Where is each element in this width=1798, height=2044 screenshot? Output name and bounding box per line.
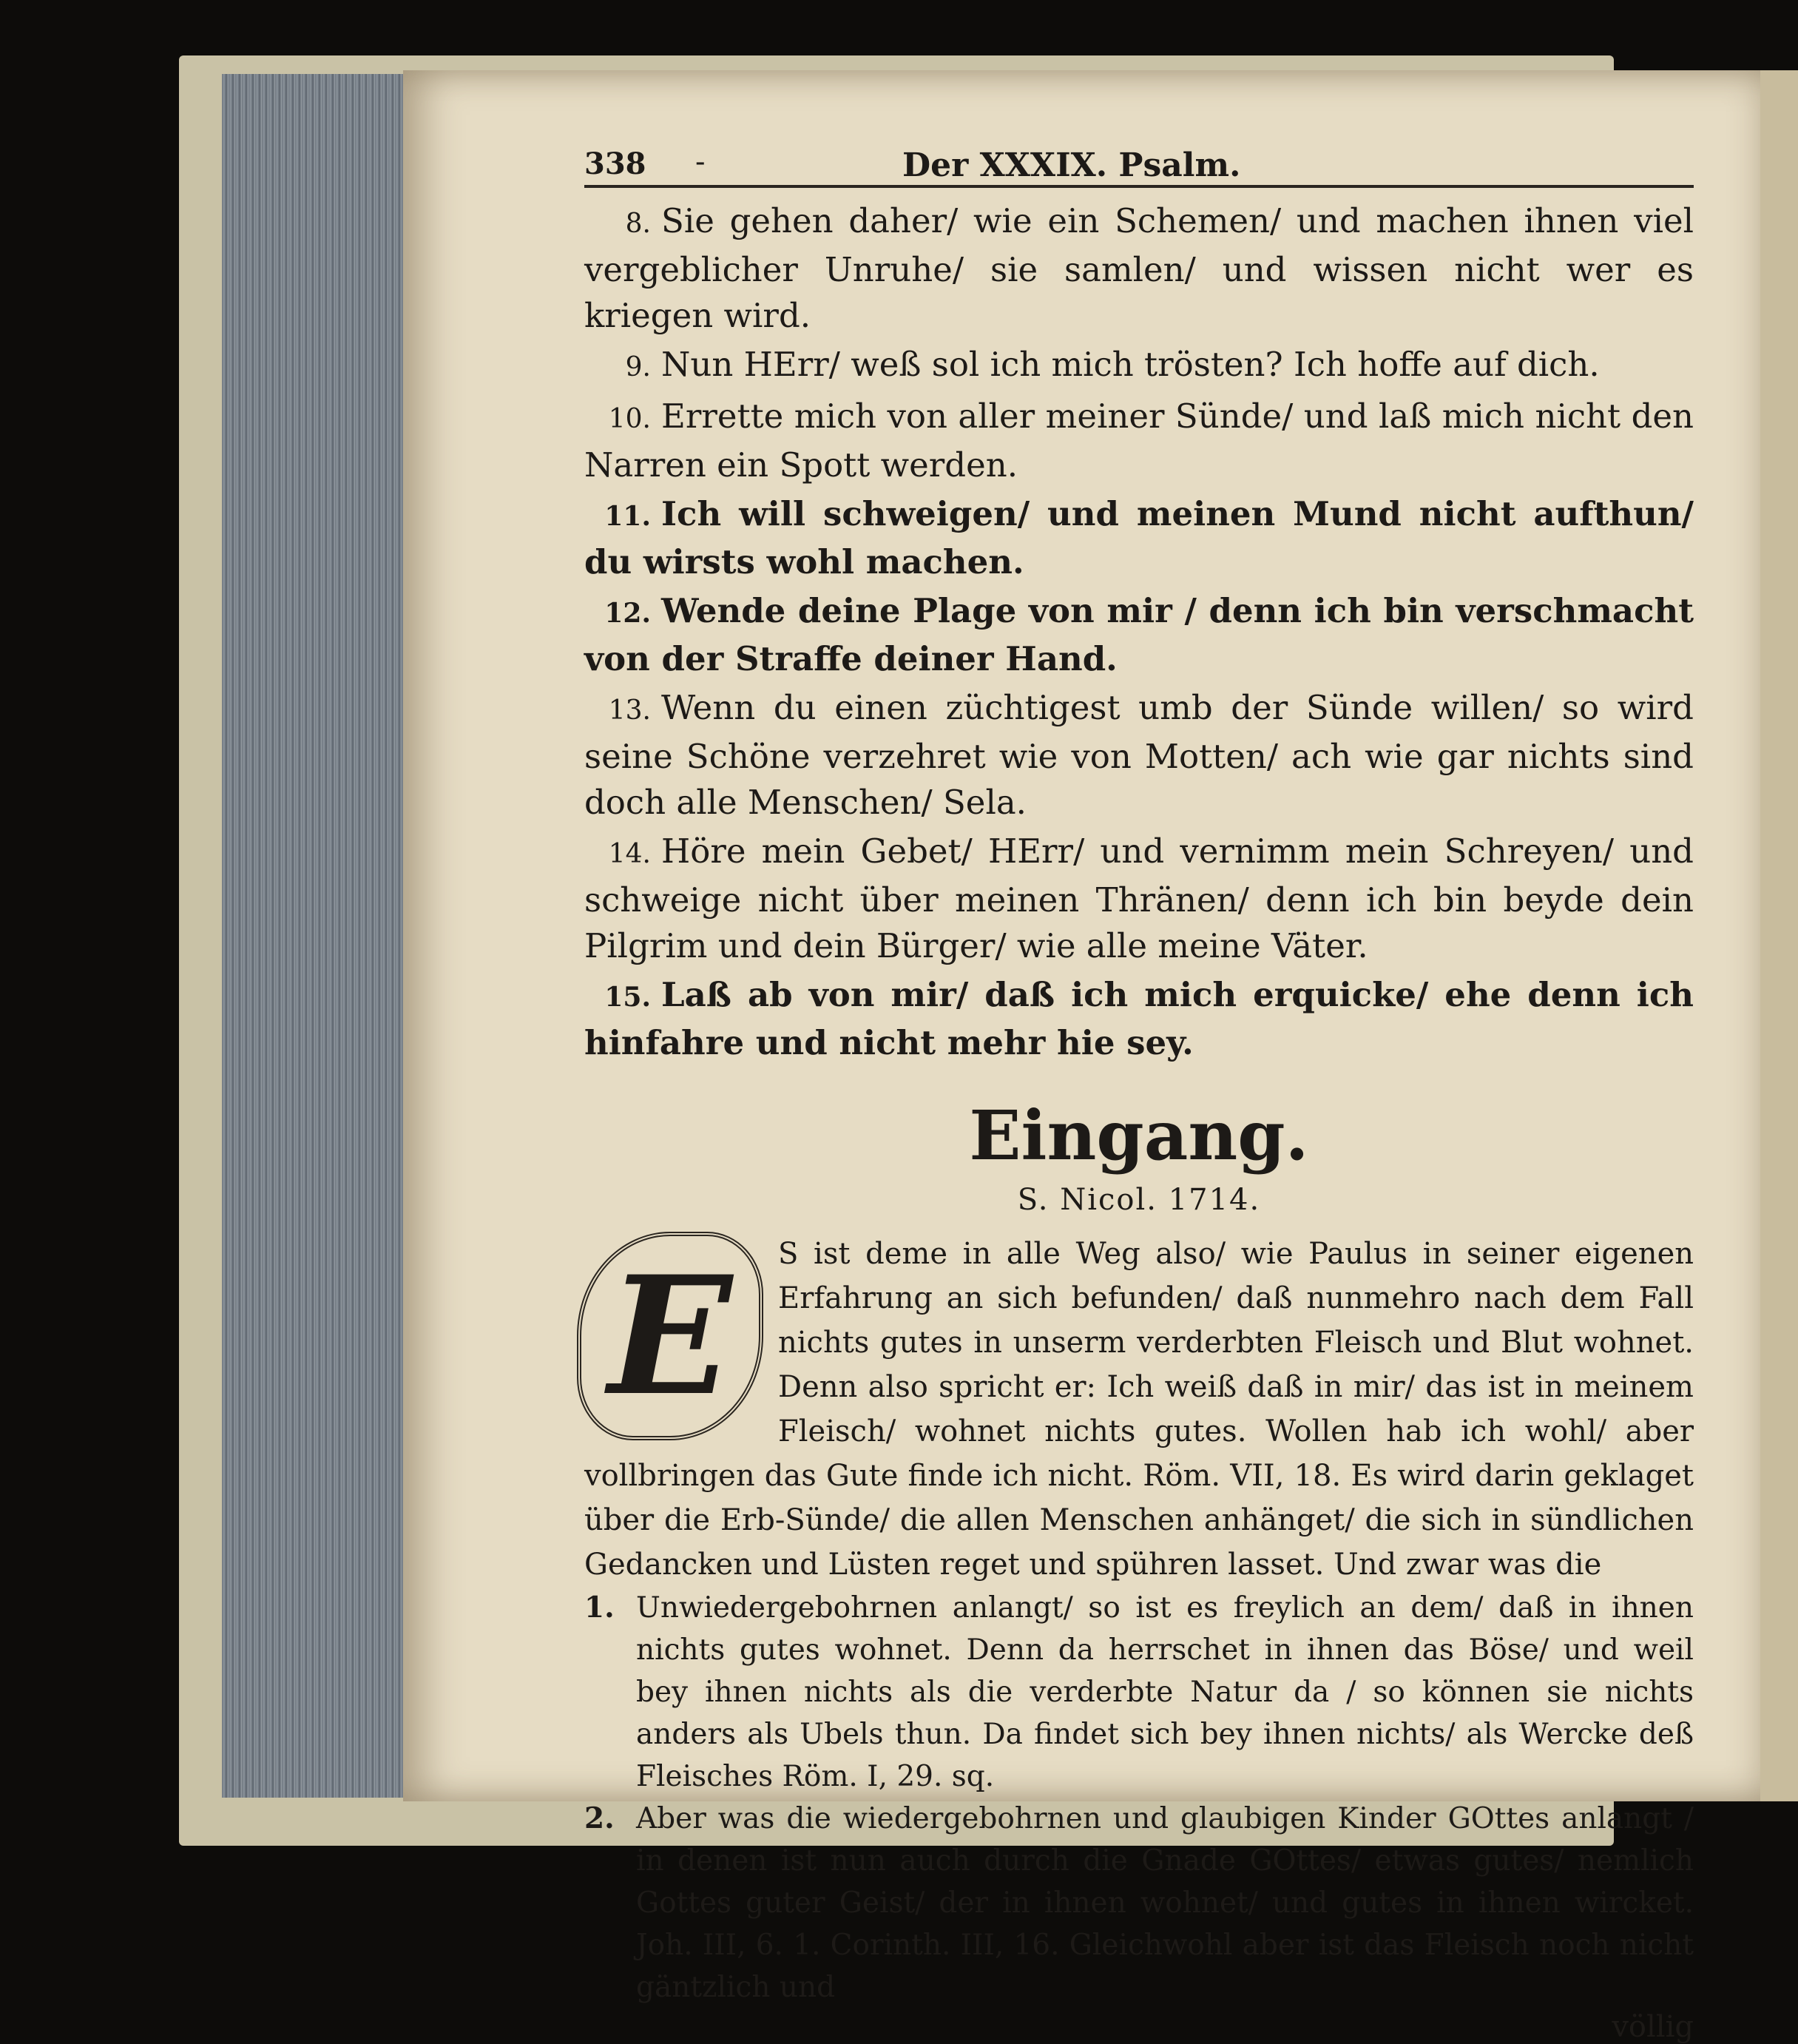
head-title: Der XXXIX. Psalm.: [902, 146, 1241, 184]
verse-15: 15. Laß ab von mir/ daß ich mich erquicke/ ehe denn ich hinfahre und nicht mehr hie sey.: [584, 975, 1694, 1062]
facing-page-edge: [1760, 70, 1798, 1801]
verse-9: 9. Nun HErr/ weß sol ich mich trösten? Ich hoffe auf dich.: [625, 345, 1600, 384]
verse-13: 13. Wenn du einen züchtigest umb der Sünde willen/ so wird seine Schöne verzehret wie von Motten/ ach wie gar nichts sind doch alle Menschen/ Sela.: [584, 688, 1694, 822]
catchword: völlig: [1612, 2010, 1694, 2044]
verse-8: 8. Sie gehen daher/ wie ein Schemen/ und machen ihnen viel vergeblicher Unruhe/ sie samlen/ und wissen nicht wer es kriegen wird.: [584, 201, 1694, 335]
date-line: S. Nicol. 1714.: [1017, 1183, 1261, 1217]
page-text: [584, 141, 1694, 2044]
verse-10: 10. Errette mich von aller meiner Sünde/ und laß mich nicht den Narren ein Spott werden.: [584, 397, 1694, 485]
verse-12: 12. Wende deine Plage von mir / denn ich bin verschmacht von der Straffe deiner Hand.: [584, 591, 1694, 678]
running-head: [584, 141, 1694, 188]
verse-14: 14. Höre mein Gebet/ HErr/ und vernimm mein Schreyen/ und schweige nicht über meinen Thränen/ denn ich bin beyde dein Pilgrim und dein Bürger/ wie alle meine Väter.: [584, 832, 1694, 965]
verse-11: 11. Ich will schweigen/ und meinen Mund nicht aufthun/ du wirsts wohl machen.: [584, 494, 1694, 581]
intro-text: S ist deme in alle Weg also/ wie Paulus in seiner eigenen Erfahrung an sich befunden/ daß nunmehro nach dem Fall nichts gutes in unserm verderbten Fleisch und Blut wohnet. Denn also spricht er: Ich weiß daß in mir/ das ist in meinem Fleisch/ wohnet nichts gutes. Wollen hab ich wohl/ aber vollbringen das Gute finde ich nicht. Röm. VII, 18. Es wird darin geklaget über die Erb-Sünde/ die allen Menschen anhänget/ die sich in sündlichen Gedancken und Lüsten reget und spühren lasset. Und zwar was die: [584, 1237, 1694, 1582]
section-title: Eingang.: [969, 1096, 1309, 1176]
page-edges: [222, 74, 411, 1798]
page-number: 338: [584, 146, 646, 181]
list-item-1: 1. Unwiedergebohrnen anlangt/ so ist es freylich an dem/ daß in ihnen nichts gutes wohnet. Denn da herrschet in ihnen das Böse/ und weil bey ihnen nichts als die verderbte Natur da / so können sie nichts anders als Ubels thun. Da findet sich bey ihnen nichts/ als Wercke deß Fleisches Röm. I, 29. sq.: [584, 1591, 1694, 1793]
intro-paragraph: [584, 1232, 1694, 1587]
head-dash: -: [695, 145, 706, 179]
list-item-2: 2. Aber was die wiedergebohrnen und glaubigen Kinder GOttes anlangt / in denen ist nun auch durch die Gnade GOttes/ etwas gutes/ nemlich Gottes guter Geist/ der in ihnen wohnet/ und gutes in ihnen wircket. Joh. III, 6. 1. Corinth. III, 16. Gleichwohl aber ist das Fleisch noch nicht gäntzlich und: [584, 1801, 1694, 2004]
decorative-initial: E: [577, 1232, 763, 1440]
